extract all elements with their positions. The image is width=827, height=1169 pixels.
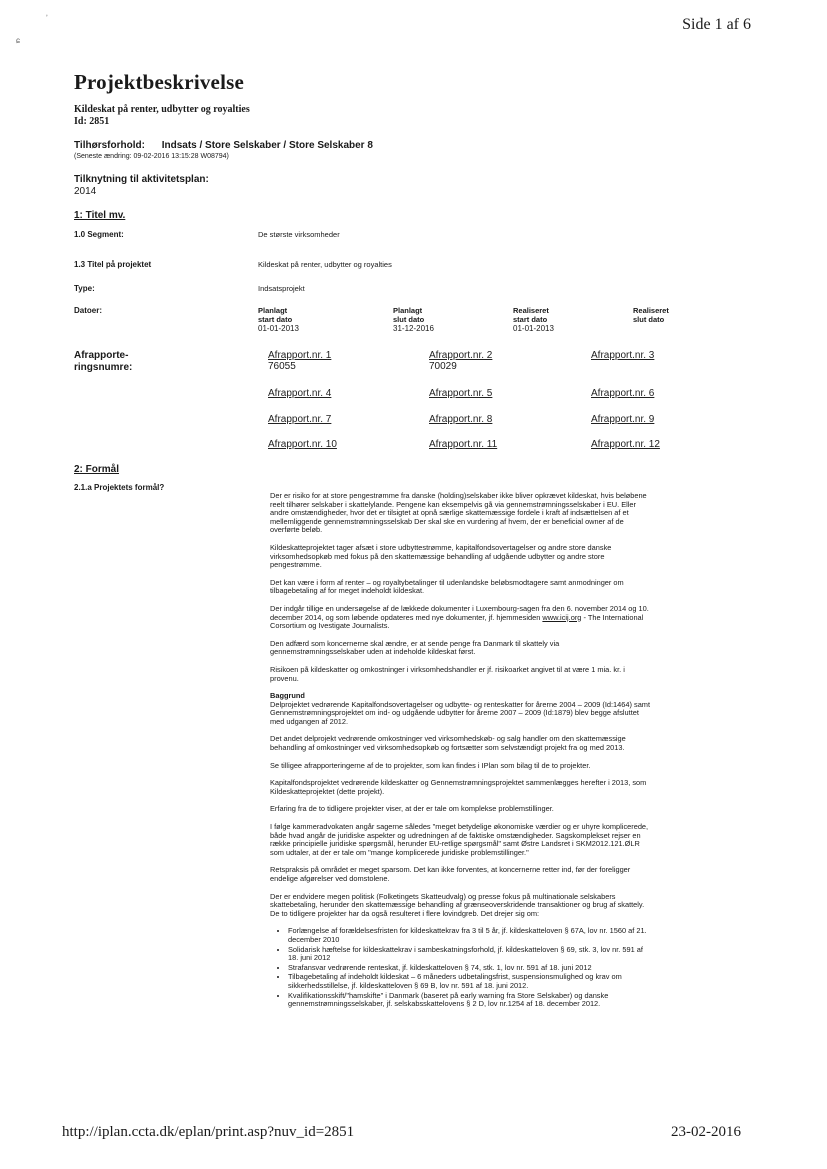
aktivitetsplan-value: 2014 [74, 186, 97, 197]
afrapport-link-11[interactable]: Afrapport.nr. 11 [429, 439, 498, 450]
afrapport-link-12[interactable]: Afrapport.nr. 12 [591, 439, 660, 450]
afrapport-link[interactable]: Afrapport.nr. 2 [429, 350, 493, 361]
paragraph: Der er risiko for at store pengestrømme fra danske (holding)selskaber ikke bliver opkrævet kildeskat, hvis beløbene reelt tilhører selskaber i skattelylande. Pengene kan eksempelvis gå via gennemstrømningsselskaber i EU. Eller andre omstændigheder, hvor det er tilsigtet at opnå særlige skattemæssige fordele i kraft af indsættelsen af et mellemliggende gennemstrømningsselskab Der skal ske en vurdering af hvem, der er beneficial owner af de overførte beløb. [270, 491, 647, 535]
date-head-line2: slut dato [393, 315, 425, 324]
date-realized-end [633, 306, 669, 324]
segment-label: 1.0 Segment: [74, 230, 124, 239]
date-head-line1: Realiseret [633, 306, 669, 315]
paragraph [270, 605, 655, 631]
afrapport-label-line2: ringsnumre: [74, 362, 133, 373]
page-title: Projektbeskrivelse [74, 70, 245, 94]
afrapport-label [74, 350, 132, 374]
afrapport-2 [429, 350, 492, 372]
page-number: Side 1 af 6 [682, 16, 751, 33]
afrapport-link-4[interactable]: Afrapport.nr. 4 [268, 388, 332, 399]
paragraph: Kildeskatteprojektet tager afsæt i store udbyttestrømme, kapitalfondsovertagelser og andre store danske virksomhedsopkøb med fokus på den skattemæssige behandling af udgående udbytter og andre store pengestrømme. [270, 542, 612, 570]
afrapport-number: 70029 [429, 361, 457, 372]
date-realized-start [513, 306, 554, 333]
project-id: Id: 2851 [74, 116, 110, 127]
date-value: 01-01-2013 [513, 324, 554, 333]
date-head-line1: Realiseret [513, 306, 549, 315]
section-heading-titel: 1: Titel mv. [74, 210, 126, 221]
project-subtitle [74, 104, 250, 128]
afrapport-link[interactable]: Afrapport.nr. 3 [591, 350, 655, 361]
formaal-question: 2.1.a Projektets formål? [74, 483, 165, 492]
list-item: • Kvalifikationsskift/"hamskifte" i Danmark (baseret på early warning fra Store Selskaber) og danske gennemstrømningsselskaber, jf. selskabsskattelovens § 2 D, lov nr.1254 af 18. december 2012. [288, 992, 655, 1009]
list-item: • Tilbagebetaling af indeholdt kildeskat – 6 måneders udbetalingsfrist, suspensionsmulighed og krav om sikkerhedsstillelse, jf. kildeskatteloven § 69 B, lov nr. 591 af 18. juni 2012. [288, 973, 655, 990]
scan-marks [16, 14, 48, 46]
tilhoersforhold [74, 140, 373, 151]
date-head-line2: start dato [258, 315, 293, 324]
type-label: Type: [74, 284, 95, 293]
afrapport-1 [268, 350, 331, 372]
segment-value: De største virksomheder [258, 230, 340, 239]
afrapport-link-5[interactable]: Afrapport.nr. 5 [429, 388, 493, 399]
date-planned-start [258, 306, 299, 333]
afrapport-3 [591, 350, 654, 361]
paragraph: Det kan være i form af renter – og royaltybetalinger til udenlandske beløbsmodtagere samt anmodninger om tilbagebetaling af for meget indeholdt kildeskat. [270, 577, 624, 596]
paragraph: Se tilligee afrapporteringerne af de to projekter, som kan findes i IPlan som bilag til de to projekter. [270, 760, 591, 770]
paragraph: Erfaring fra de to tidligere projekter viser, at der er tale om komplekse problemstillinger. [270, 804, 554, 814]
section-heading-formaal: 2: Formål [74, 464, 120, 475]
afrapport-link-10[interactable]: Afrapport.nr. 10 [268, 439, 337, 450]
date-head-line1: Planlagt [393, 306, 423, 315]
titel-label: 1.3 Titel på projektet [74, 260, 152, 269]
footer-date: 23-02-2016 [671, 1124, 741, 1140]
afrapport-link-8[interactable]: Afrapport.nr. 8 [429, 414, 493, 425]
date-head-line1: Planlagt [258, 306, 288, 315]
afrapport-link[interactable]: Afrapport.nr. 1 [268, 350, 332, 361]
paragraph: Den adfærd som koncernerne skal ændre, er at sende penge fra Danmark til skattely via gennemstrømningsselskaber uden at indeholde kildeskat først. [270, 638, 560, 657]
datoer-label: Datoer: [74, 306, 103, 315]
paragraph-text: - The International Corsortium og Ivestigate Journalists. [270, 612, 644, 631]
date-value: 31-12-2016 [393, 324, 434, 333]
paragraph: Det andet delprojekt vedrørende omkostninger ved virksomhedskøb- og salg handler om den skattemæssige behandling af omkostninger ved virksomhedsopkøb og fortsætter som selvstændigt projekt fra og med 2013. [270, 734, 626, 753]
paragraph: Der er endvidere megen politisk (Folketingets Skatteudvalg) og presse fokus på multinationale selskabers skattebetaling, herunder den skattemæssige behandling af grænseoverskridende transaktioner og brug af skattely. De to tidligere projekter har da også resulteret i flere lovindgreb. Det drejer sig om: [270, 891, 645, 918]
afrapport-number: 76055 [268, 361, 296, 372]
tilhoersforhold-label: Tilhørsforhold: [74, 140, 145, 151]
afrapport-link-6[interactable]: Afrapport.nr. 6 [591, 388, 655, 399]
type-value: Indsatsprojekt [258, 284, 305, 293]
last-changed: (Seneste ændring: 09-02-2016 13:15:28 W08794) [74, 153, 229, 160]
afrapport-link-9[interactable]: Afrapport.nr. 9 [591, 414, 655, 425]
scan-mark-1: ʼ [46, 14, 48, 23]
afrapport-label-line1: Afrapporte- [74, 350, 129, 361]
date-head-line2: start dato [513, 315, 548, 324]
lovindgreb-list [270, 927, 655, 1008]
date-head-line2: slut dato [633, 315, 665, 324]
baggrund-heading: Baggrund [270, 691, 305, 701]
formaal-body [270, 492, 655, 1010]
scan-mark-2: ɕ [16, 36, 20, 45]
paragraph: Risikoen på kildeskatter og omkostninger i virksomhedshandler er jf. risikoarket angivet til at være 1 mia. kr. i provenu. [270, 664, 625, 683]
titel-value: Kildeskat på renter, udbytter og royalties [258, 260, 392, 269]
list-item: • Solidarisk hæftelse for kildeskattekrav i sambeskatningsforhold, jf. kildeskatteloven § 69, stk. 3, lov nr. 591 af 18. juni 2012 [288, 946, 655, 963]
project-name: Kildeskat på renter, udbytter og royalties [74, 104, 250, 115]
paragraph: Kapitalfondsprojektet vedrørende kildeskatter og Gennemstrømningsprojektet sammenlægges herefter i 2013, som Kildeskatteprojektet (dette projekt). [270, 778, 647, 796]
afrapport-link-7[interactable]: Afrapport.nr. 7 [268, 414, 332, 425]
list-item: • Strafansvar vedrørende renteskat, jf. kildeskatteloven § 74, stk. 1, lov nr. 591 af 18. juni 2012 [288, 964, 655, 973]
aktivitetsplan-label: Tilknytning til aktivitetsplan: [74, 174, 209, 185]
paragraph: I følge kammeradvokaten angår sagerne således "meget betydelige økonomiske værdier og er uhyre komplicerede, både hvad angår de juridiske aspekter og udredningen af de faktiske omstændigheder. Sagskomplekset rejser en række principielle juridiske spørgsmål, herunder EU-retlige spørgsmål" samt Østre Landsret i SKM2012.121.ØLR som udtaler, at der er tale om "mange komplicerede juridiske problemstillinger." [270, 822, 649, 857]
paragraph: Delprojektet vedrørende Kapitalfondsovertagelser og udbytte- og renteskatter for årerne 2004 – 2009 (Id:1464) samt Gennemstrømningsprojektet om ind- og udgående udbytter for årerne 2007 – 2009 (Id:1879) blev begge afsluttet med udgangen af 2012. [270, 699, 651, 726]
date-planned-end [393, 306, 434, 333]
paragraph: Retspraksis på området er meget sparsom. Det kan ikke forventes, at koncernerne retter ind, før der foreligger endelige afgørelser ved domstolene. [270, 865, 631, 883]
icij-link[interactable]: www.icij.org [542, 612, 582, 622]
tilhoersforhold-value: Indsats / Store Selskaber / Store Selskaber 8 [161, 140, 373, 151]
date-value: 01-01-2013 [258, 324, 299, 333]
paragraph-text: Der indgår tillige en undersøgelse af de lækkede dokumenter i Luxembourg-sagen fra den 6. november 2014 og 10. december 2014, og som løbende opdateres med nye dokumenter, jf. hjemmesiden [270, 603, 649, 622]
list-item: • Forlængelse af forældelsesfristen for kildeskattekrav fra 3 til 5 år, jf. kildeskatteloven § 67A, lov nr. 1560 af 21. december 2010 [288, 927, 655, 944]
footer-url: http://iplan.ccta.dk/eplan/print.asp?nuv_id=2851 [62, 1124, 355, 1140]
